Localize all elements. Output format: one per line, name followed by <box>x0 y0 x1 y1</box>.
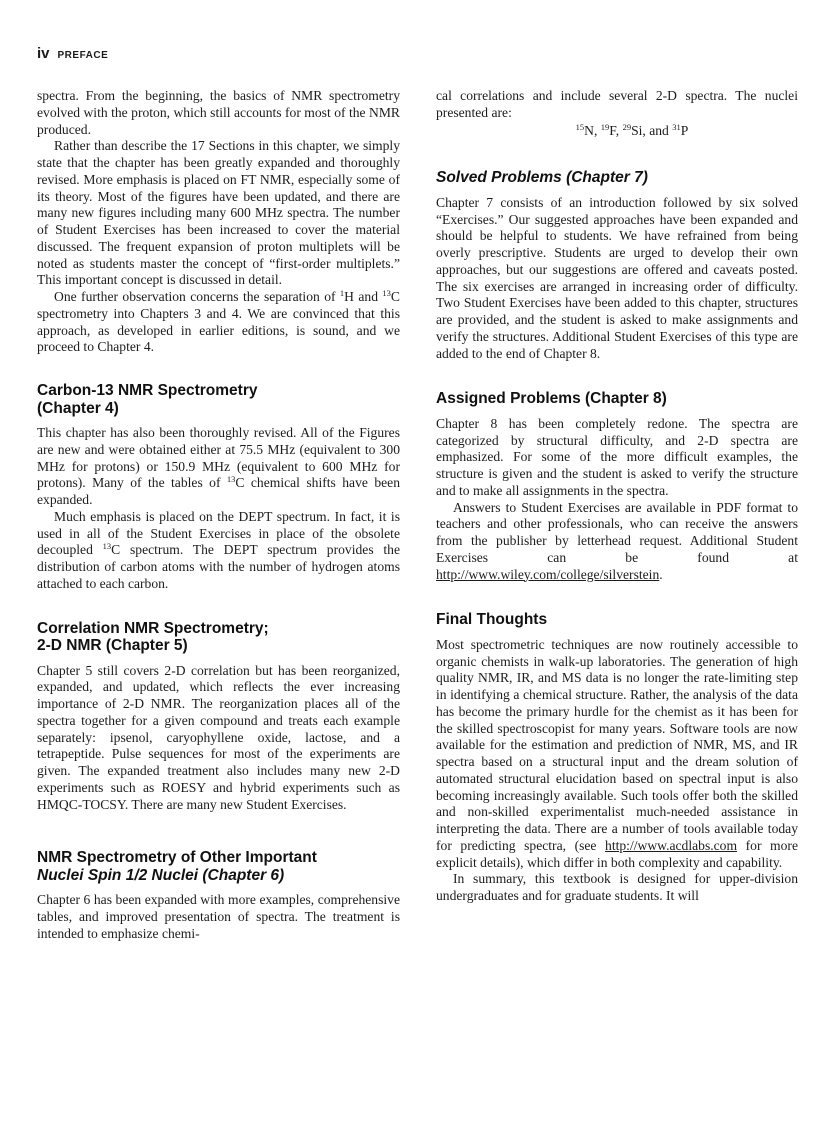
section-heading-assigned: Assigned Problems (Chapter 8) <box>436 390 667 408</box>
paragraph: Much emphasis is placed on the DEPT spectrum. In fact, it is used in all of the Student Exercises in place of the obsolete decoupled $^{13}$C spectrum. The DEPT spectrum provides the distribution of carbon atoms with the number of hydrogen atoms attached to each carbon. <box>37 508 401 591</box>
paragraph: In summary, this textbook is designed for upper-division undergraduates and for graduate students. It will <box>436 871 798 903</box>
paragraph: Chapter 5 still covers 2-D correlation but has been reorganized, expanded, and updated, which reflects the ever increasing importance of 2-D NMR. The reorganization places all of the spectra together for a given compound and treats each example separately: ipsenol, caryophyllene oxide, lactose, and a tetrapeptide. Pulse sequences for most of the experiments are given. The expanded treatment also includes many new 2-D experiments such as ROESY and hybrid experiments such as HMQC-TOCSY. There are many new Student Exercises. <box>37 662 400 812</box>
paragraph: Rather than describe the 17 Sections in this chapter, we simply state that the chapter has been greatly expanded and thoroughly revised. More emphasis is placed on FT NMR, especially some of its theory. Most of the figures have been updated, and there are many new figures including many 600 MHz spectra. The number of Student Exercises has been increased to cover the material discussed. The frequent expansion of proton multiplets will be noted as students master the concept of “first-order multiplets.” This important concept is discussed in detail. <box>37 138 400 288</box>
paragraph: This chapter has also been thoroughly revised. All of the Figures are new and were obtained either at 75.5 MHz (equivalent to 300 MHz for protons) or 150.9 MHz (equivalent to 600 MHz for protons). Many of the tables of $^{13}$C chemical shifts have been expanded. <box>37 425 400 507</box>
section-heading-solved: Solved Problems (Chapter 7) <box>436 169 648 187</box>
section-heading-correlation: Correlation NMR Spectrometry; 2-D NMR (Chapter 5) <box>37 619 269 654</box>
section-heading-final: Final Thoughts <box>436 611 548 629</box>
paragraph: One further observation concerns the separation of $^1$H and $^{13}$C spectrometry into Chapters 3 and 4. We are convinced that this approach, as developed in earlier editions, is sound, and we proceed to Chapter 4. <box>37 288 400 355</box>
running-title: PREFACE <box>57 50 109 61</box>
nuclei-list: $^{15}$N, $^{19}$F, $^{29}$Si, and $^{31}$P <box>575 121 689 138</box>
paragraph: Chapter 6 has been expanded with more examples, comprehensive tables, and improved presentation of spectra. The treatment is intended to emphasize chemi- <box>37 892 400 941</box>
paragraph: Chapter 8 has been completely redone. The spectra are categorized by structural difficulty, and 2-D spectra are emphasized. For some of the more difficult examples, the structure is given and the student is asked to verify the structure and to make all assignments in the spectra. <box>436 415 798 498</box>
paragraph: Chapter 7 consists of an introduction followed by six solved “Exercises.” Our suggested approaches have been expanded and should be helpful to students. We have refrained from being overly prescriptive. Students are urged to develop their own approaches, but our suggestions are offered and caveats posted. The six exercises are arranged in increasing order of difficulty. Two Student Exercises have been added to this chapter, structures are provided, and the student is asked to make assignments and verify the structures. Additional Student Exercises of this type are added to the end of Chapter 8. <box>436 194 798 361</box>
section-heading-other-nuclei: NMR Spectrometry of Other Important Nuclei Spin 1/2 Nuclei (Chapter 6) <box>37 849 317 884</box>
right-column <box>436 88 798 905</box>
wiley-link[interactable]: http://www.wiley.com/college/silverstein <box>436 566 660 582</box>
paragraph: cal correlations and include several 2-D spectra. The nuclei presented are: <box>436 88 798 120</box>
page-number: iv <box>37 45 50 62</box>
paragraph: Most spectrometric techniques are now routinely accessible to organic chemists in walk-up laboratories. The generation of high quality NMR, IR, and MS data is no longer the rate-limiting step in identifying a chemical structure. Rather, the analysis of the data has become the primary hurdle for the chemist as it has been for the skilled spectroscopist for many years. Software tools are now available for the estimation and prediction of NMR, MS, and IR spectra based on a structural input and the dream solution of automated structural elucidation based on spectral input is also becoming increasingly available. Such tools offer both the skilled and non-skilled experimentalist much-needed assistance in interpreting the data. There are a number of tools available today for predicting spectra, (see http://www.acdlabs.com for more explicit details), which differ in both complexity and capability. <box>436 636 798 870</box>
paragraph: Answers to Student Exercises are available in PDF format to teachers and other professionals, who can receive the answers from the publisher by letterhead request. Additional Student Exercises can be found at http://www.wiley.com/college/silverstein. <box>436 499 798 582</box>
running-head <box>37 45 108 63</box>
acdlabs-link[interactable]: http://www.acdlabs.com <box>605 837 738 853</box>
paragraph: spectra. From the beginning, the basics of NMR spectrometry evolved with the proton, which still accounts for most of the NMR produced. <box>37 88 400 137</box>
section-heading-carbon: Carbon-13 NMR Spectrometry (Chapter 4) <box>37 382 258 417</box>
left-column <box>37 88 400 943</box>
